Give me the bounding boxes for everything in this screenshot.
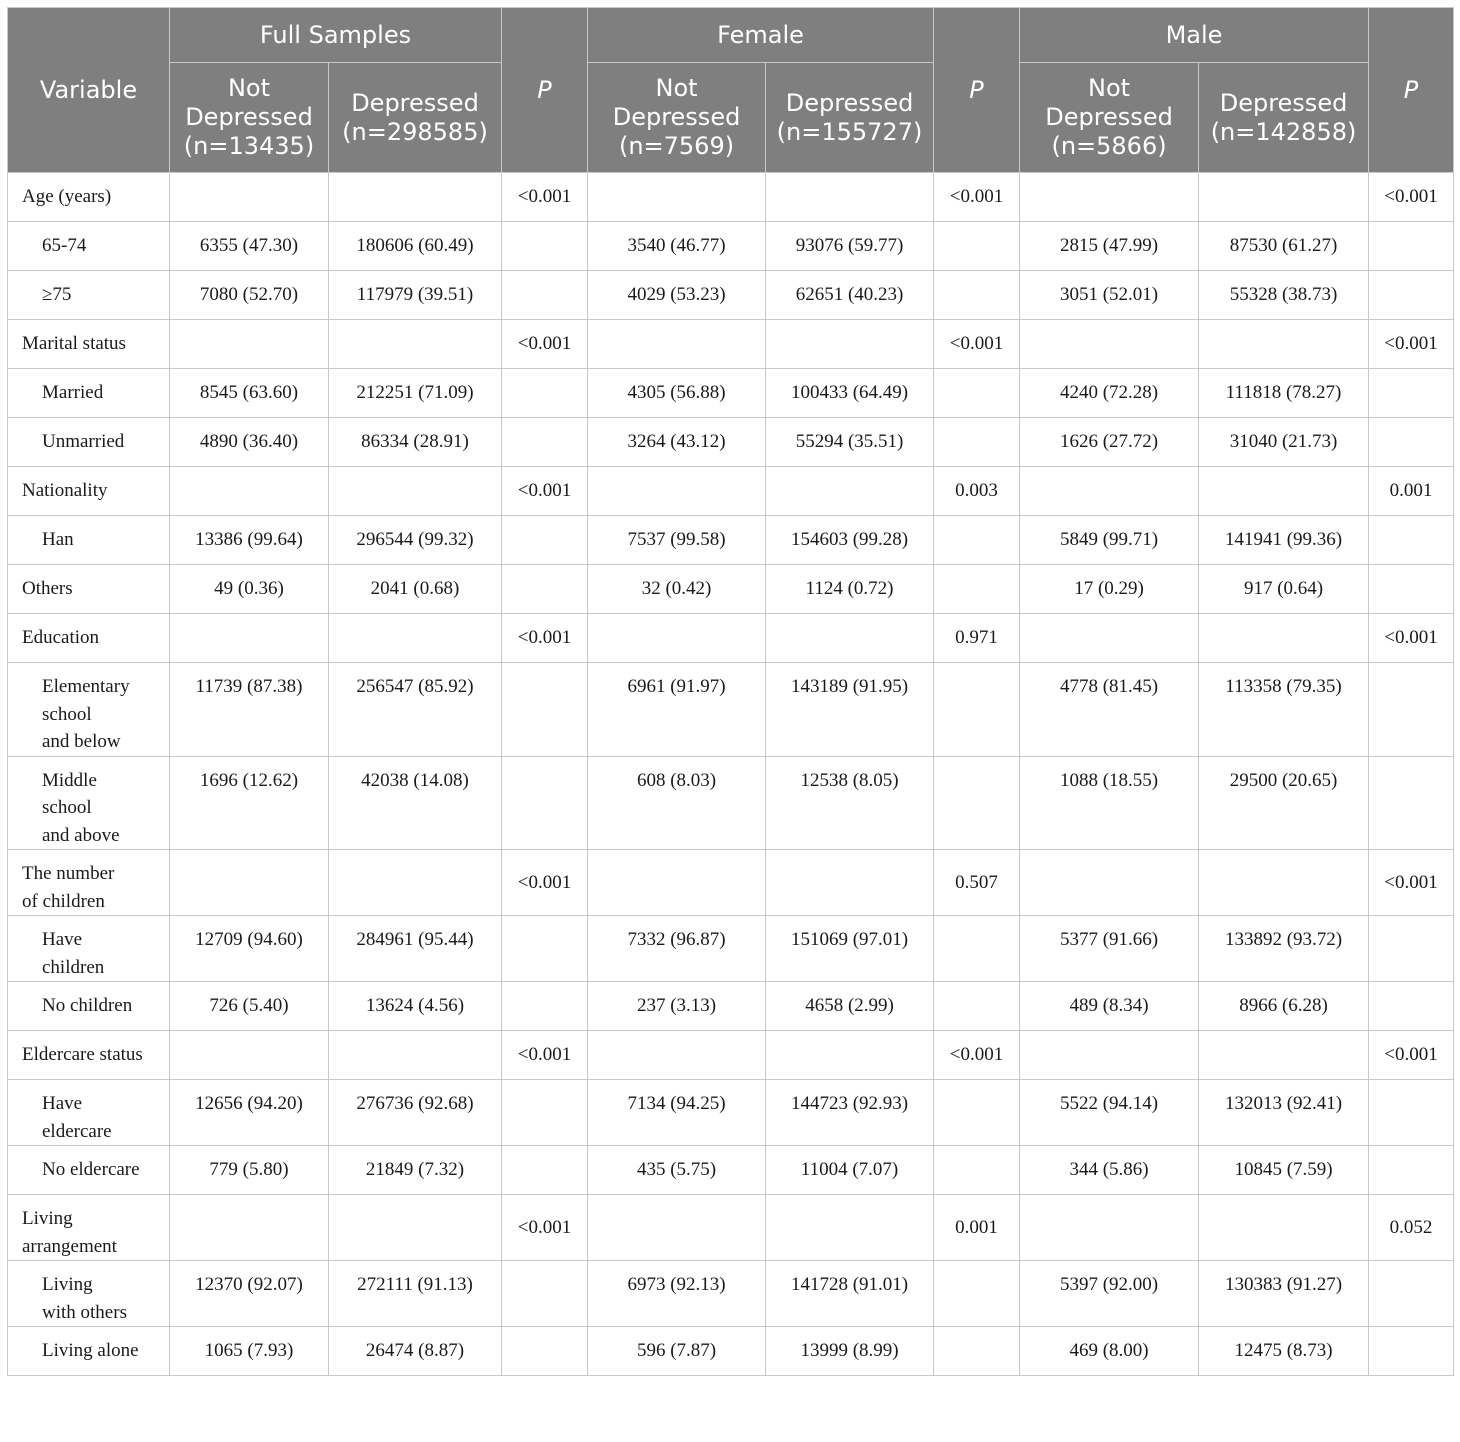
count-percent-cell: 256547 (85.92) bbox=[329, 663, 502, 757]
count-percent-cell: 154603 (99.28) bbox=[766, 516, 934, 565]
count-percent-cell: 7537 (99.58) bbox=[588, 516, 766, 565]
empty-cell bbox=[1369, 1327, 1454, 1376]
p-value-cell: <0.001 bbox=[502, 173, 588, 222]
empty-cell bbox=[329, 614, 502, 663]
subcategory-label: Married bbox=[8, 369, 170, 418]
subcategory-label: Elementary school and below bbox=[8, 663, 170, 757]
count-percent-cell: 3051 (52.01) bbox=[1020, 271, 1199, 320]
table-row bbox=[8, 369, 1454, 418]
empty-cell bbox=[170, 467, 329, 516]
count-percent-cell: 917 (0.64) bbox=[1199, 565, 1369, 614]
category-label: Age (years) bbox=[8, 173, 170, 222]
empty-cell bbox=[170, 1195, 329, 1261]
category-row bbox=[8, 1031, 1454, 1080]
count-percent-cell: 1696 (12.62) bbox=[170, 756, 329, 850]
empty-cell bbox=[766, 173, 934, 222]
count-percent-cell: 8545 (63.60) bbox=[170, 369, 329, 418]
count-percent-cell: 87530 (61.27) bbox=[1199, 222, 1369, 271]
count-percent-cell: 42038 (14.08) bbox=[329, 756, 502, 850]
count-percent-cell: 237 (3.13) bbox=[588, 982, 766, 1031]
count-percent-cell: 55328 (38.73) bbox=[1199, 271, 1369, 320]
header-female-depressed: Depressed (n=155727) bbox=[766, 63, 934, 173]
p-value-cell: <0.001 bbox=[1369, 614, 1454, 663]
count-percent-cell: 272111 (91.13) bbox=[329, 1261, 502, 1327]
table-row bbox=[8, 663, 1454, 757]
count-percent-cell: 113358 (79.35) bbox=[1199, 663, 1369, 757]
depression-characteristics-table bbox=[7, 7, 1454, 1376]
p-value-cell: <0.001 bbox=[502, 467, 588, 516]
table-row bbox=[8, 1327, 1454, 1376]
count-percent-cell: 3264 (43.12) bbox=[588, 418, 766, 467]
count-percent-cell: 21849 (7.32) bbox=[329, 1146, 502, 1195]
empty-cell bbox=[329, 850, 502, 916]
empty-cell bbox=[766, 850, 934, 916]
count-percent-cell: 779 (5.80) bbox=[170, 1146, 329, 1195]
empty-cell bbox=[934, 222, 1020, 271]
count-percent-cell: 12475 (8.73) bbox=[1199, 1327, 1369, 1376]
empty-cell bbox=[1369, 663, 1454, 757]
empty-cell bbox=[766, 1195, 934, 1261]
p-value-cell: <0.001 bbox=[1369, 320, 1454, 369]
count-percent-cell: 6355 (47.30) bbox=[170, 222, 329, 271]
count-percent-cell: 132013 (92.41) bbox=[1199, 1080, 1369, 1146]
count-percent-cell: 489 (8.34) bbox=[1020, 982, 1199, 1031]
category-label: The number of children bbox=[8, 850, 170, 916]
count-percent-cell: 4305 (56.88) bbox=[588, 369, 766, 418]
header-male-not-depressed: Not Depressed (n=5866) bbox=[1020, 63, 1199, 173]
count-percent-cell: 93076 (59.77) bbox=[766, 222, 934, 271]
count-percent-cell: 151069 (97.01) bbox=[766, 916, 934, 982]
empty-cell bbox=[588, 467, 766, 516]
category-row bbox=[8, 467, 1454, 516]
empty-cell bbox=[1020, 1031, 1199, 1080]
count-percent-cell: 4890 (36.40) bbox=[170, 418, 329, 467]
category-row bbox=[8, 850, 1454, 916]
count-percent-cell: 31040 (21.73) bbox=[1199, 418, 1369, 467]
count-percent-cell: 12656 (94.20) bbox=[170, 1080, 329, 1146]
p-value-cell: <0.001 bbox=[934, 1031, 1020, 1080]
table-row bbox=[8, 565, 1454, 614]
count-percent-cell: 4240 (72.28) bbox=[1020, 369, 1199, 418]
empty-cell bbox=[1369, 222, 1454, 271]
p-value-cell: 0.507 bbox=[934, 850, 1020, 916]
empty-cell bbox=[502, 982, 588, 1031]
header-group-full-samples: Full Samples bbox=[170, 8, 502, 63]
count-percent-cell: 111818 (78.27) bbox=[1199, 369, 1369, 418]
empty-cell bbox=[502, 271, 588, 320]
count-percent-cell: 2041 (0.68) bbox=[329, 565, 502, 614]
p-value-cell: <0.001 bbox=[934, 320, 1020, 369]
empty-cell bbox=[1020, 467, 1199, 516]
count-percent-cell: 5849 (99.71) bbox=[1020, 516, 1199, 565]
empty-cell bbox=[766, 320, 934, 369]
empty-cell bbox=[329, 1195, 502, 1261]
category-row bbox=[8, 320, 1454, 369]
p-value-cell: <0.001 bbox=[502, 1031, 588, 1080]
count-percent-cell: 143189 (91.95) bbox=[766, 663, 934, 757]
count-percent-cell: 344 (5.86) bbox=[1020, 1146, 1199, 1195]
count-percent-cell: 7134 (94.25) bbox=[588, 1080, 766, 1146]
empty-cell bbox=[502, 1261, 588, 1327]
empty-cell bbox=[1020, 1195, 1199, 1261]
count-percent-cell: 5522 (94.14) bbox=[1020, 1080, 1199, 1146]
empty-cell bbox=[1199, 850, 1369, 916]
empty-cell bbox=[502, 916, 588, 982]
empty-cell bbox=[588, 320, 766, 369]
empty-cell bbox=[934, 516, 1020, 565]
empty-cell bbox=[502, 418, 588, 467]
empty-cell bbox=[1199, 1195, 1369, 1261]
header-full-depressed: Depressed (n=298585) bbox=[329, 63, 502, 173]
p-value-cell: 0.052 bbox=[1369, 1195, 1454, 1261]
empty-cell bbox=[329, 320, 502, 369]
empty-cell bbox=[1369, 369, 1454, 418]
empty-cell bbox=[588, 850, 766, 916]
category-row bbox=[8, 1195, 1454, 1261]
header-male-depressed: Depressed (n=142858) bbox=[1199, 63, 1369, 173]
empty-cell bbox=[329, 1031, 502, 1080]
empty-cell bbox=[588, 173, 766, 222]
empty-cell bbox=[588, 1195, 766, 1261]
count-percent-cell: 4778 (81.45) bbox=[1020, 663, 1199, 757]
count-percent-cell: 141941 (99.36) bbox=[1199, 516, 1369, 565]
subcategory-label: ≥75 bbox=[8, 271, 170, 320]
category-label: Nationality bbox=[8, 467, 170, 516]
subcategory-label: No eldercare bbox=[8, 1146, 170, 1195]
empty-cell bbox=[934, 756, 1020, 850]
table-body bbox=[8, 173, 1454, 1376]
empty-cell bbox=[502, 369, 588, 418]
count-percent-cell: 596 (7.87) bbox=[588, 1327, 766, 1376]
table-row bbox=[8, 1146, 1454, 1195]
count-percent-cell: 100433 (64.49) bbox=[766, 369, 934, 418]
p-value-cell: 0.003 bbox=[934, 467, 1020, 516]
subcategory-label: 65-74 bbox=[8, 222, 170, 271]
empty-cell bbox=[934, 369, 1020, 418]
subcategory-label: Others bbox=[8, 565, 170, 614]
empty-cell bbox=[1020, 850, 1199, 916]
empty-cell bbox=[1369, 1261, 1454, 1327]
count-percent-cell: 26474 (8.87) bbox=[329, 1327, 502, 1376]
count-percent-cell: 49 (0.36) bbox=[170, 565, 329, 614]
empty-cell bbox=[1020, 614, 1199, 663]
header-p-male: P bbox=[1369, 8, 1454, 173]
empty-cell bbox=[170, 614, 329, 663]
empty-cell bbox=[588, 614, 766, 663]
subcategory-label: Living alone bbox=[8, 1327, 170, 1376]
table-row bbox=[8, 271, 1454, 320]
count-percent-cell: 141728 (91.01) bbox=[766, 1261, 934, 1327]
empty-cell bbox=[934, 418, 1020, 467]
subcategory-label: Han bbox=[8, 516, 170, 565]
count-percent-cell: 284961 (95.44) bbox=[329, 916, 502, 982]
subcategory-label: Living with others bbox=[8, 1261, 170, 1327]
empty-cell bbox=[329, 467, 502, 516]
table-row bbox=[8, 1261, 1454, 1327]
count-percent-cell: 6961 (91.97) bbox=[588, 663, 766, 757]
p-value-cell: 0.001 bbox=[1369, 467, 1454, 516]
empty-cell bbox=[934, 1146, 1020, 1195]
count-percent-cell: 7332 (96.87) bbox=[588, 916, 766, 982]
category-label: Eldercare status bbox=[8, 1031, 170, 1080]
empty-cell bbox=[1199, 320, 1369, 369]
empty-cell bbox=[1199, 173, 1369, 222]
count-percent-cell: 4029 (53.23) bbox=[588, 271, 766, 320]
count-percent-cell: 17 (0.29) bbox=[1020, 565, 1199, 614]
p-value-cell: <0.001 bbox=[1369, 173, 1454, 222]
empty-cell bbox=[934, 916, 1020, 982]
empty-cell bbox=[1369, 418, 1454, 467]
header-female-not-depressed: Not Depressed (n=7569) bbox=[588, 63, 766, 173]
subcategory-label: Middle school and above bbox=[8, 756, 170, 850]
empty-cell bbox=[588, 1031, 766, 1080]
empty-cell bbox=[502, 516, 588, 565]
empty-cell bbox=[1020, 320, 1199, 369]
count-percent-cell: 11004 (7.07) bbox=[766, 1146, 934, 1195]
header-full-not-depressed: Not Depressed (n=13435) bbox=[170, 63, 329, 173]
header-p-full: P bbox=[502, 8, 588, 173]
count-percent-cell: 1626 (27.72) bbox=[1020, 418, 1199, 467]
category-row bbox=[8, 173, 1454, 222]
subcategory-label: No children bbox=[8, 982, 170, 1031]
empty-cell bbox=[170, 1031, 329, 1080]
count-percent-cell: 180606 (60.49) bbox=[329, 222, 502, 271]
count-percent-cell: 3540 (46.77) bbox=[588, 222, 766, 271]
count-percent-cell: 4658 (2.99) bbox=[766, 982, 934, 1031]
empty-cell bbox=[170, 173, 329, 222]
p-value-cell: <0.001 bbox=[502, 850, 588, 916]
p-value-cell: <0.001 bbox=[1369, 850, 1454, 916]
table-row bbox=[8, 516, 1454, 565]
empty-cell bbox=[934, 1261, 1020, 1327]
count-percent-cell: 144723 (92.93) bbox=[766, 1080, 934, 1146]
category-row bbox=[8, 614, 1454, 663]
count-percent-cell: 117979 (39.51) bbox=[329, 271, 502, 320]
count-percent-cell: 1088 (18.55) bbox=[1020, 756, 1199, 850]
header-group-male: Male bbox=[1020, 8, 1369, 63]
empty-cell bbox=[1199, 467, 1369, 516]
empty-cell bbox=[1369, 516, 1454, 565]
p-value-cell: <0.001 bbox=[1369, 1031, 1454, 1080]
count-percent-cell: 62651 (40.23) bbox=[766, 271, 934, 320]
empty-cell bbox=[1369, 756, 1454, 850]
count-percent-cell: 13999 (8.99) bbox=[766, 1327, 934, 1376]
empty-cell bbox=[1369, 982, 1454, 1031]
empty-cell bbox=[934, 982, 1020, 1031]
p-value-cell: <0.001 bbox=[502, 614, 588, 663]
empty-cell bbox=[766, 1031, 934, 1080]
empty-cell bbox=[502, 756, 588, 850]
count-percent-cell: 11739 (87.38) bbox=[170, 663, 329, 757]
table-row bbox=[8, 756, 1454, 850]
empty-cell bbox=[1369, 271, 1454, 320]
count-percent-cell: 296544 (99.32) bbox=[329, 516, 502, 565]
p-value-cell: <0.001 bbox=[934, 173, 1020, 222]
count-percent-cell: 435 (5.75) bbox=[588, 1146, 766, 1195]
p-value-cell: 0.001 bbox=[934, 1195, 1020, 1261]
count-percent-cell: 86334 (28.91) bbox=[329, 418, 502, 467]
empty-cell bbox=[502, 1146, 588, 1195]
empty-cell bbox=[502, 565, 588, 614]
empty-cell bbox=[329, 173, 502, 222]
empty-cell bbox=[170, 320, 329, 369]
count-percent-cell: 608 (8.03) bbox=[588, 756, 766, 850]
header-group-female: Female bbox=[588, 8, 934, 63]
table-row bbox=[8, 916, 1454, 982]
header-p-female: P bbox=[934, 8, 1020, 173]
empty-cell bbox=[1369, 1146, 1454, 1195]
empty-cell bbox=[766, 614, 934, 663]
count-percent-cell: 7080 (52.70) bbox=[170, 271, 329, 320]
subcategory-label: Have eldercare bbox=[8, 1080, 170, 1146]
count-percent-cell: 130383 (91.27) bbox=[1199, 1261, 1369, 1327]
category-label: Marital status bbox=[8, 320, 170, 369]
table-header bbox=[8, 8, 1454, 173]
count-percent-cell: 12538 (8.05) bbox=[766, 756, 934, 850]
count-percent-cell: 32 (0.42) bbox=[588, 565, 766, 614]
count-percent-cell: 276736 (92.68) bbox=[329, 1080, 502, 1146]
count-percent-cell: 212251 (71.09) bbox=[329, 369, 502, 418]
empty-cell bbox=[502, 1327, 588, 1376]
empty-cell bbox=[934, 1080, 1020, 1146]
p-value-cell: <0.001 bbox=[502, 1195, 588, 1261]
count-percent-cell: 5377 (91.66) bbox=[1020, 916, 1199, 982]
count-percent-cell: 726 (5.40) bbox=[170, 982, 329, 1031]
count-percent-cell: 10845 (7.59) bbox=[1199, 1146, 1369, 1195]
empty-cell bbox=[934, 565, 1020, 614]
empty-cell bbox=[934, 663, 1020, 757]
table-row bbox=[8, 982, 1454, 1031]
table-row bbox=[8, 418, 1454, 467]
count-percent-cell: 6973 (92.13) bbox=[588, 1261, 766, 1327]
count-percent-cell: 469 (8.00) bbox=[1020, 1327, 1199, 1376]
count-percent-cell: 13624 (4.56) bbox=[329, 982, 502, 1031]
p-value-cell: 0.971 bbox=[934, 614, 1020, 663]
empty-cell bbox=[1199, 1031, 1369, 1080]
empty-cell bbox=[502, 1080, 588, 1146]
count-percent-cell: 1124 (0.72) bbox=[766, 565, 934, 614]
count-percent-cell: 13386 (99.64) bbox=[170, 516, 329, 565]
empty-cell bbox=[1369, 1080, 1454, 1146]
empty-cell bbox=[502, 222, 588, 271]
subcategory-label: Unmarried bbox=[8, 418, 170, 467]
category-label: Education bbox=[8, 614, 170, 663]
count-percent-cell: 12370 (92.07) bbox=[170, 1261, 329, 1327]
count-percent-cell: 133892 (93.72) bbox=[1199, 916, 1369, 982]
empty-cell bbox=[1369, 565, 1454, 614]
empty-cell bbox=[934, 1327, 1020, 1376]
header-variable: Variable bbox=[8, 8, 170, 173]
empty-cell bbox=[502, 663, 588, 757]
empty-cell bbox=[1020, 173, 1199, 222]
count-percent-cell: 1065 (7.93) bbox=[170, 1327, 329, 1376]
category-label: Living arrangement bbox=[8, 1195, 170, 1261]
count-percent-cell: 2815 (47.99) bbox=[1020, 222, 1199, 271]
empty-cell bbox=[934, 271, 1020, 320]
table-row bbox=[8, 1080, 1454, 1146]
count-percent-cell: 55294 (35.51) bbox=[766, 418, 934, 467]
count-percent-cell: 12709 (94.60) bbox=[170, 916, 329, 982]
empty-cell bbox=[1369, 916, 1454, 982]
subcategory-label: Have children bbox=[8, 916, 170, 982]
empty-cell bbox=[766, 467, 934, 516]
count-percent-cell: 29500 (20.65) bbox=[1199, 756, 1369, 850]
empty-cell bbox=[1199, 614, 1369, 663]
count-percent-cell: 8966 (6.28) bbox=[1199, 982, 1369, 1031]
p-value-cell: <0.001 bbox=[502, 320, 588, 369]
empty-cell bbox=[170, 850, 329, 916]
count-percent-cell: 5397 (92.00) bbox=[1020, 1261, 1199, 1327]
table-row bbox=[8, 222, 1454, 271]
